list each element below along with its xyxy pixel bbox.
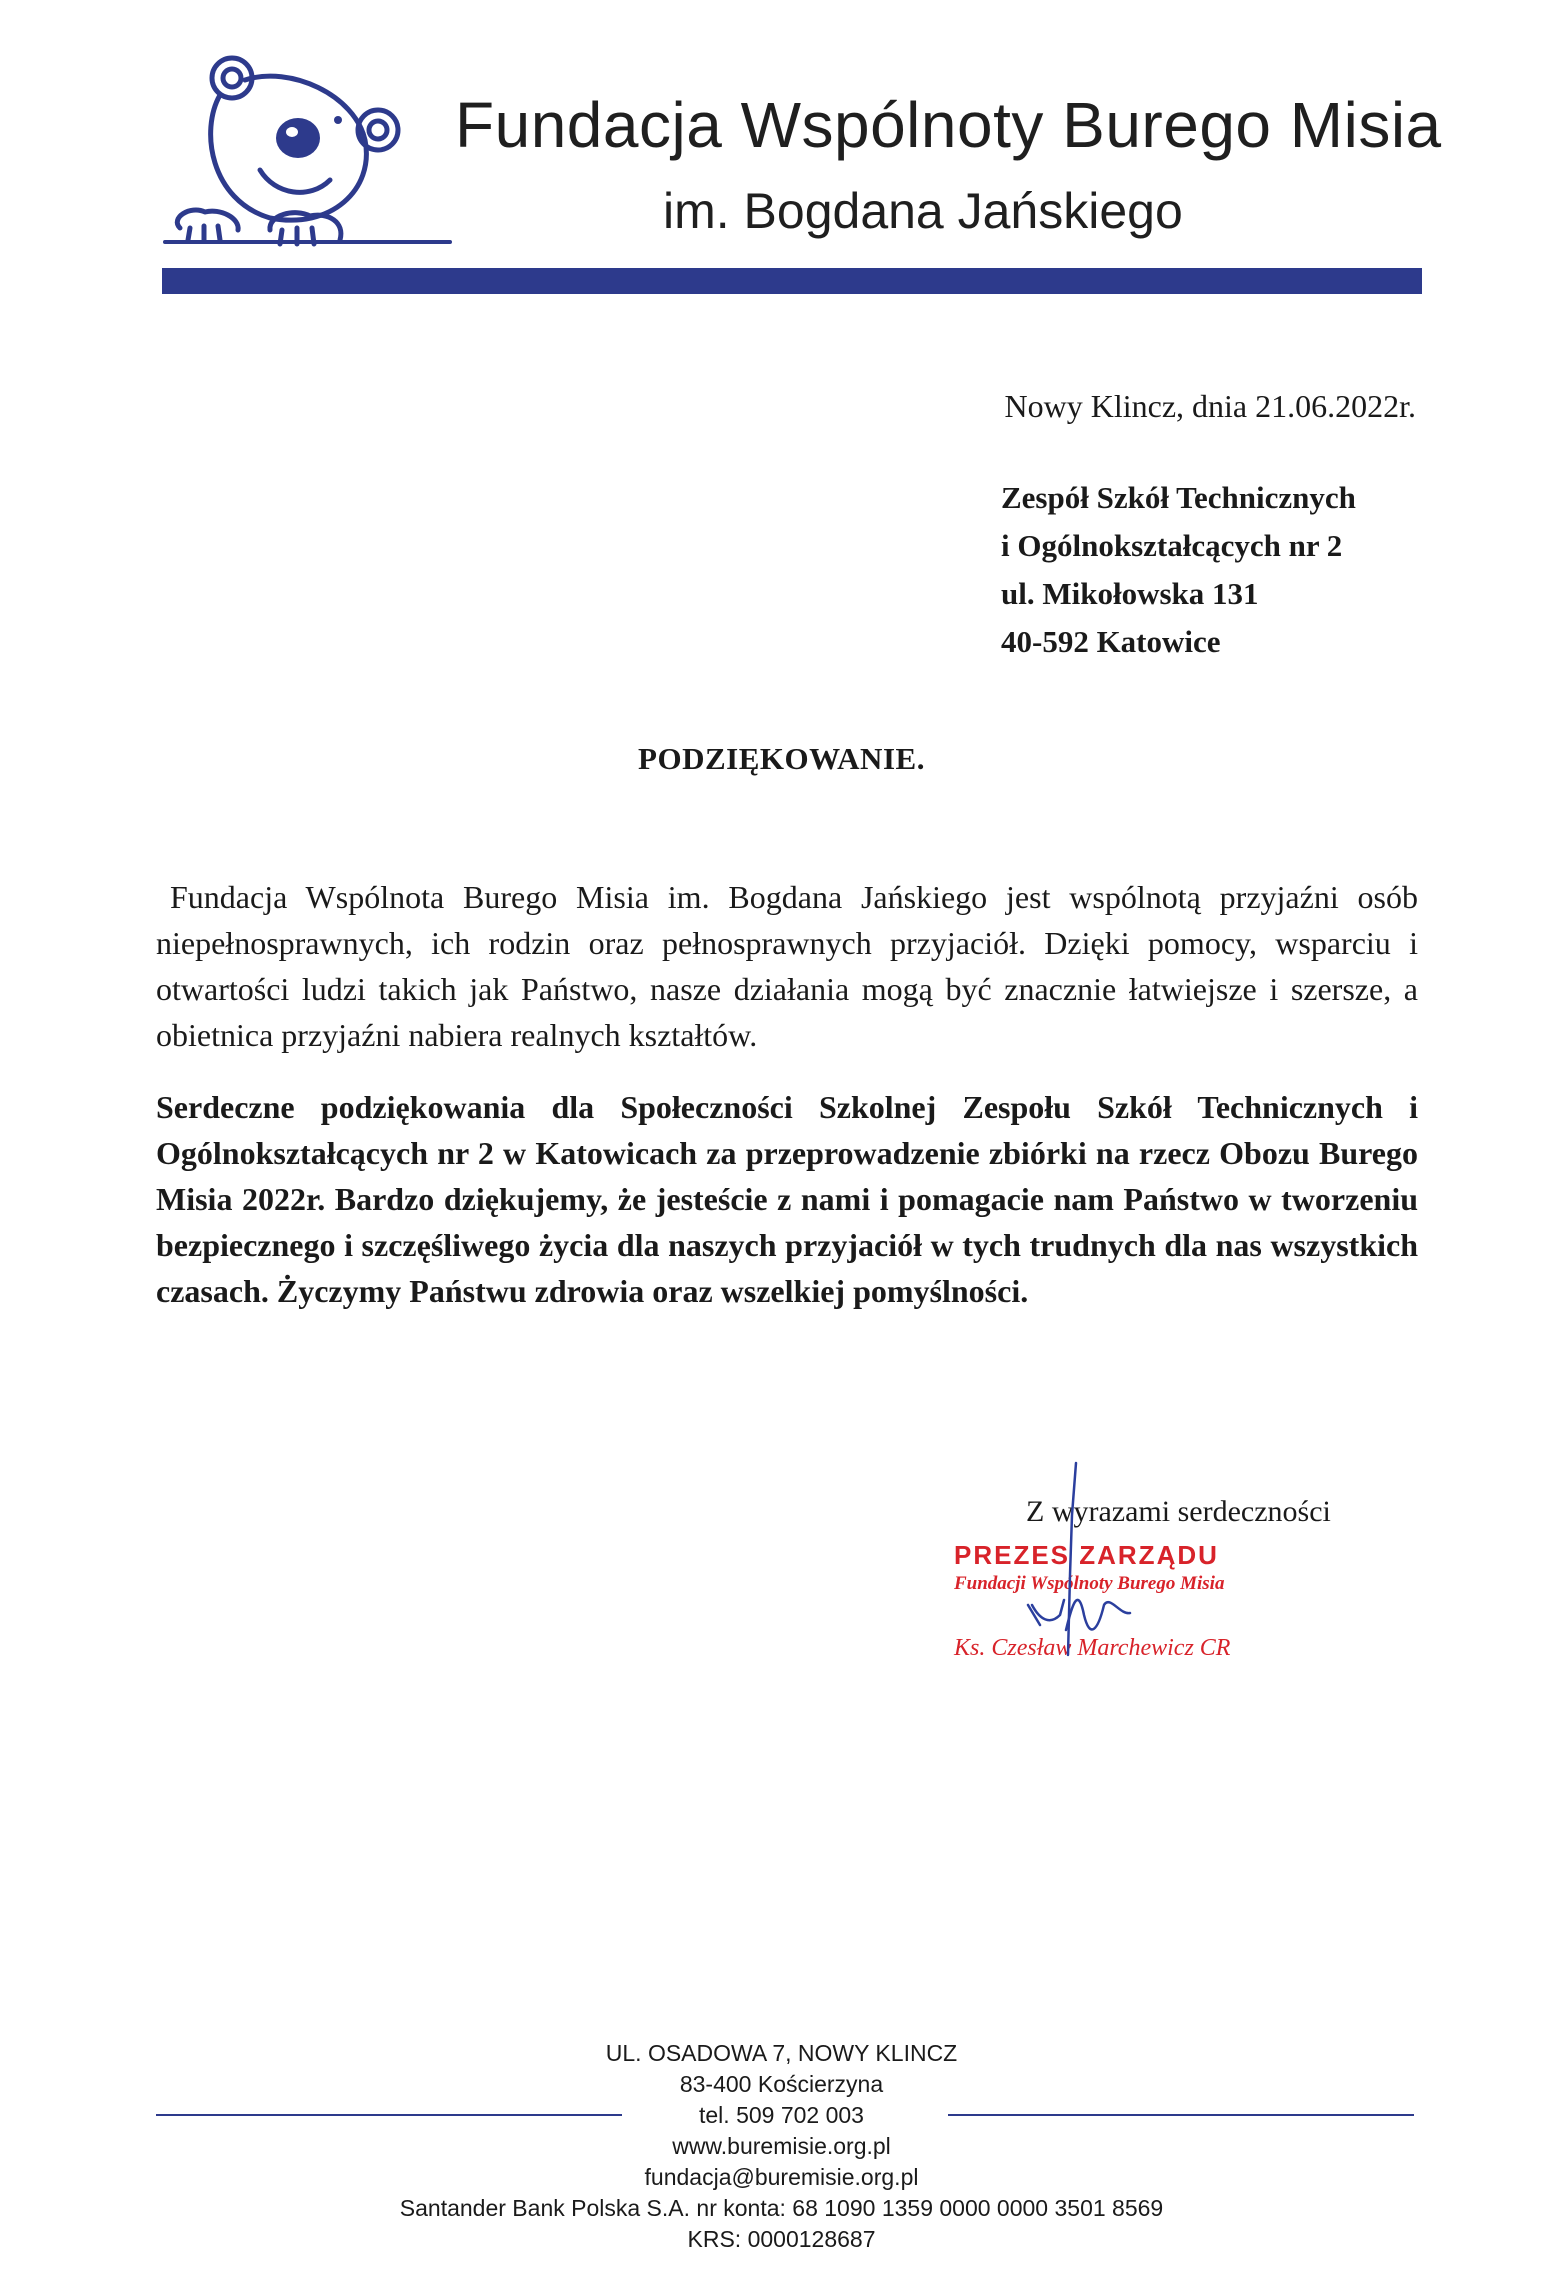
header-divider xyxy=(162,268,1422,294)
recipient-line: i Ogólnokształcących nr 2 xyxy=(1001,528,1343,563)
letter-date: Nowy Klincz, dnia 21.06.2022r. xyxy=(1004,388,1416,424)
letter-title: PODZIĘKOWANIE. xyxy=(638,741,925,776)
stamp-organization: Fundacji Wspólnoty Burego Misia xyxy=(954,1573,1225,1594)
thanks-paragraph: Serdeczne podziękowania dla Społeczności Szkolnej Zespołu Szkół Technicznych i Ogólnokształcących nr 2 w Katowicach za przeprowadzenie zbiórki na rzecz Obozu Burego Misia 2022r. Bardzo dziękujemy, że jesteście z nami i pomagacie nam Państwo w tworzeniu bezpiecznego i szczęśliwego życia dla naszych przyjaciół w tych trudnych dla nas wszystkich czasach. Życzymy Państwu zdrowia oraz wszelkiej pomyślności. xyxy=(156,1089,1418,1309)
footer-contact xyxy=(0,2038,1563,2255)
footer-krs: KRS: 0000128687 xyxy=(687,2226,876,2252)
body-paragraph: Fundacja Wspólnota Burego Misia im. Bogdana Jańskiego jest wspólnotą przyjaźni osób niepełnosprawnych, ich rodzin oraz pełnosprawnych przyjaciół. Dzięki pomocy, wsparciu i otwartości ludzi takich jak Państwo, nasze działania mogą być znacznie łatwiejsze i szersze, a obietnica przyjaźni nabiera realnych kształtów. xyxy=(156,879,1418,1053)
bear-logo-icon xyxy=(160,40,460,270)
footer-address: UL. OSADOWA 7, NOWY KLINCZ xyxy=(605,2040,958,2066)
recipient-line: ul. Mikołowska 131 xyxy=(1001,576,1259,611)
recipient-address xyxy=(1001,474,1356,666)
recipient-line: Zespół Szkół Technicznych xyxy=(1001,480,1356,515)
footer-bank-account: Santander Bank Polska S.A. nr konta: 68 1090 1359 0000 0000 3501 8569 xyxy=(399,2195,1164,2221)
footer-website: www.buremisie.org.pl xyxy=(672,2133,891,2159)
closing-line: Z wyrazami serdeczności xyxy=(1026,1495,1331,1528)
footer-phone: tel. 509 702 003 xyxy=(699,2102,864,2128)
footer-email: fundacja@buremisie.org.pl xyxy=(644,2164,919,2190)
recipient-line: 40-592 Katowice xyxy=(1001,624,1221,659)
organization-subname: im. Bogdana Jańskiego xyxy=(663,183,1183,239)
stamp-signatory: Ks. Czesław Marchewicz CR xyxy=(954,1635,1231,1661)
stamp-title: PREZES ZARZĄDU xyxy=(954,1540,1219,1570)
footer-postal: 83-400 Kościerzyna xyxy=(679,2071,884,2097)
organization-name: Fundacja Wspólnoty Burego Misia xyxy=(455,89,1442,161)
handwritten-signature xyxy=(980,1455,1160,1695)
